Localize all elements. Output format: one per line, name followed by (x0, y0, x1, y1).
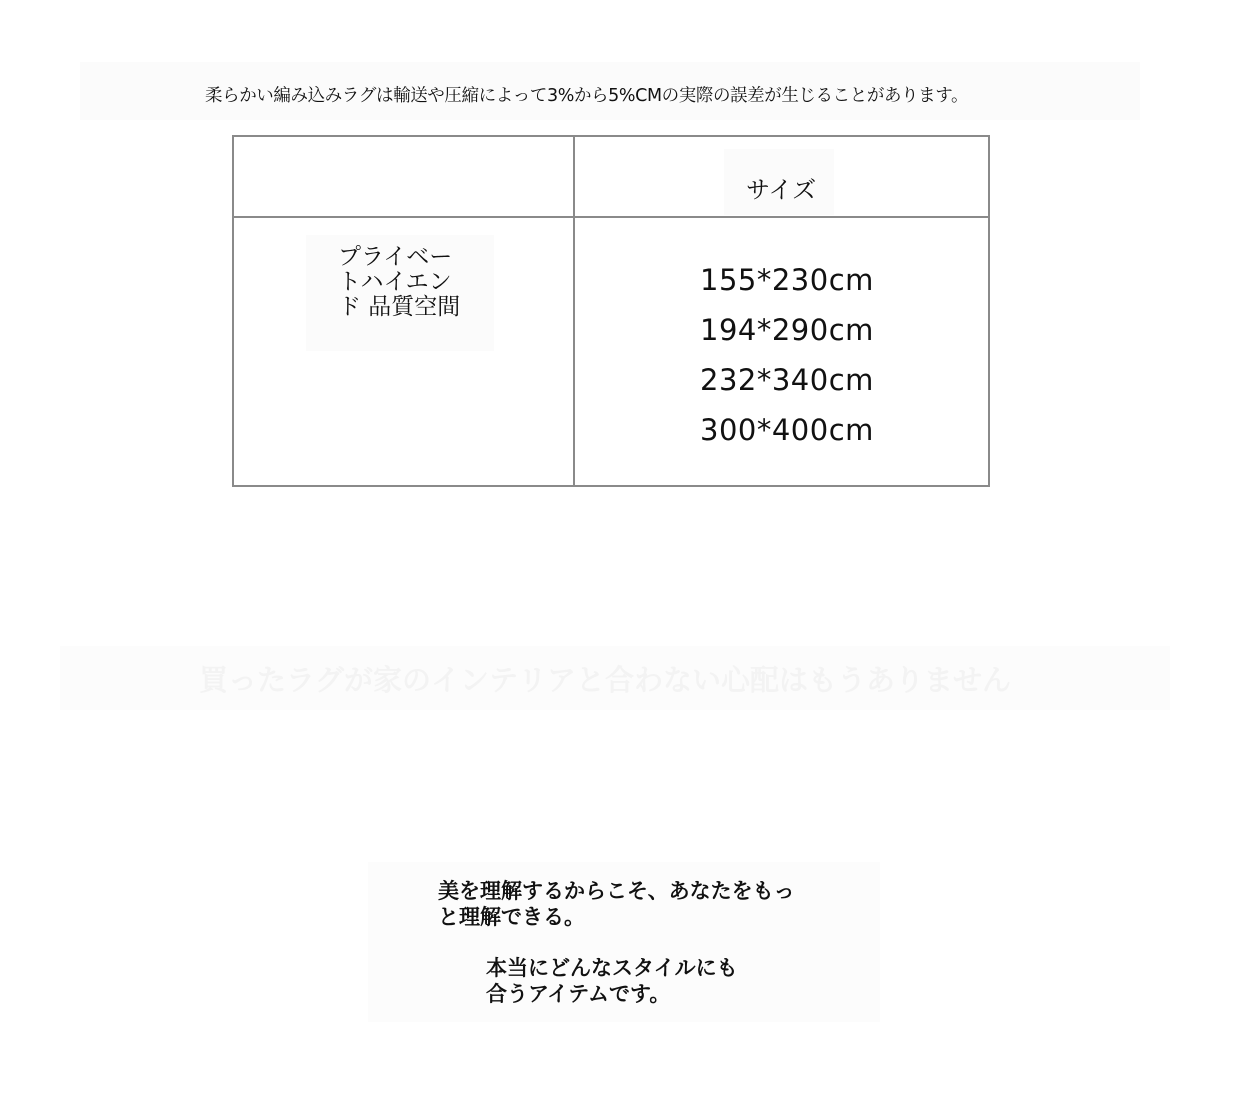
tagline-line-2: 本当にどんなスタイルにも合うアイテムです。 (486, 956, 738, 1006)
size-error-note: 柔らかい編み込みラグは輸送や圧縮によって3%から5%CMの実際の誤差が生じることがあります。 (205, 86, 969, 106)
size-item: 300*400cm (700, 413, 874, 447)
size-list (700, 255, 874, 455)
size-item: 155*230cm (700, 263, 874, 297)
size-item: 194*290cm (700, 313, 874, 347)
size-table (232, 135, 990, 487)
row-label: プライベートハイエンド 品質空間 (338, 244, 461, 320)
faded-heading: 買ったラグが家のインテリアと合わない心配はもうありません (198, 663, 1011, 697)
size-column-header: サイズ (746, 176, 817, 204)
tagline-line-1: 美を理解するからこそ、あなたをもっと理解できる。 (438, 879, 795, 929)
table-column-divider (573, 137, 575, 485)
table-row-divider (234, 216, 988, 218)
size-item: 232*340cm (700, 363, 874, 397)
